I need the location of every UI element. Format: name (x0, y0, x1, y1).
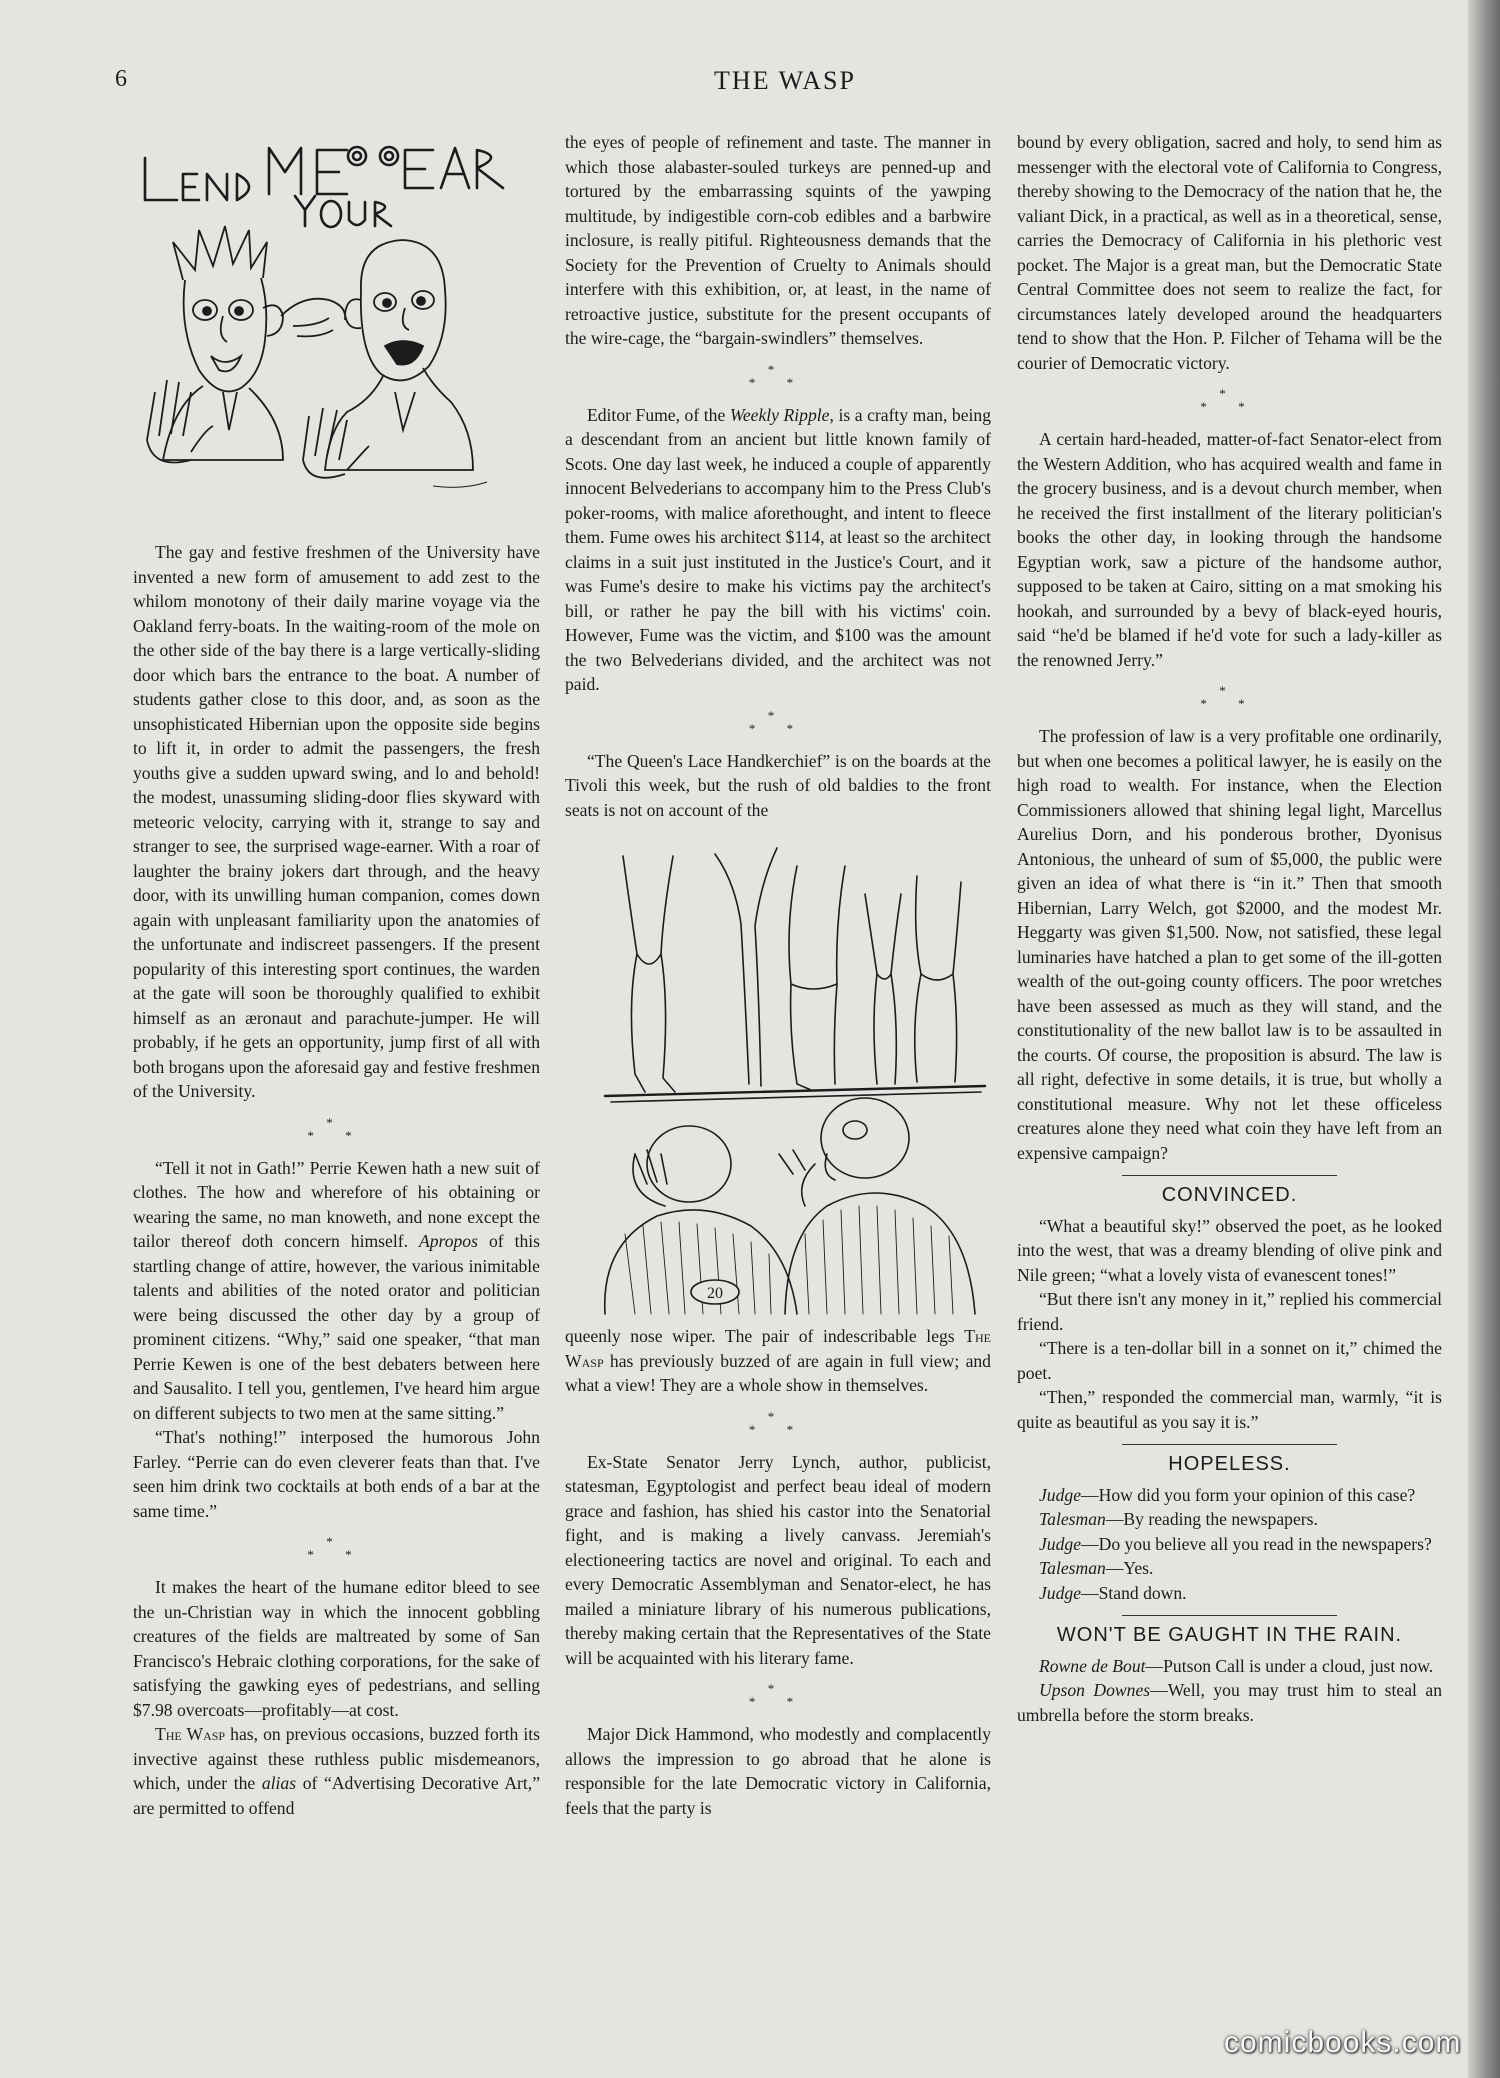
dialogue-line: Judge—How did you form your opinion of this case? (1039, 1484, 1416, 1505)
paragraph-perrie-kewen: “Tell it not in Gath!” Perrie Kewen hath a new suit of clothes. The how and wherefore of his obtaining or wearing the same, no man knoweth, and none except the tailor thereof doth concern himself. Apropos of this startling change of attire, however, the various inimitable talents and abilities of the noted orator and politician were being discussed the other day by a group of prominent citizens. “Why,” said one speaker, “that man Perrie Kewen is one of the best debaters between here and Sausalito. I tell you, gentlemen, I've heard him argue on different subjects to two men at the same sitting.” (133, 1157, 540, 1423)
paragraph-ferry-boats: The gay and festive freshmen of the University have invented a new form of amusement to add zest to the whilom monotony of their daily marine voyage via the Oakland ferry-boats. In the waiting-room of the mole on the other side of the bay there is a large vertically-sliding door which bars the entrance to the boat. A number of students gather close to this door, and, as soon as the unsophisticated Hibernian upon the opposite side begins to lift it, in order to admit the passengers, the fresh youths give a sudden upward swing, and lo and behold! the modest, unassuming sliding-door flies skyward with meteoric velocity, carrying with it, strange to say and stranger to see, the surprised wage-earner. With a roar of laughter the brainy jokers dart through, and the heavy door, with its unwilling human companion, comes down again with unpleasant familiarity upon the anatomies of the unfortunate and indiscreet passengers. If the present popularity of this interesting sport continues, the warden at the gate will soon be thoroughly qualified to exhibit himself as an æronaut and parachute-jumper. He will probably, if he gets an opportunity, jump first of all with both brogans upon the aforesaid gay and festive freshmen of the University. (133, 542, 540, 1101)
hopeless-dialogue (1017, 1483, 1442, 1606)
section-divider: * * * (1200, 386, 1259, 414)
lend-me-your-ear-illustration (133, 130, 540, 530)
column-3 (1017, 130, 1442, 1727)
watermark: comicbooks.com (1224, 2026, 1462, 2059)
convinced-line: “But there isn't any money in it,” replied his commercial friend. (1017, 1289, 1442, 1334)
theater-legs-illustration (565, 834, 991, 1316)
paragraph-editor-fume: Editor Fume, of the Weekly Ripple, is a crafty man, being a descendant from an ancient but little known family of Scots. One day last week, he induced a couple of apparently innocent Belvederians to accompany him to the Press Club's poker-rooms, with malice aforethought, and intent to fleece them. Fume owes his architect $114, at least so the architect claims in a suit just instituted in the Justice's Court, and it was Fume's desire to make his victims pay the architect's bill, or rather he pay the bill with his victims' coin. However, Fume was the victim, and $100 was the amount the two Belvederians divided, and the architect was not paid. (565, 404, 991, 694)
paragraph-queens-lace: “The Queen's Lace Handkerchief” is on the boards at the Tivoli this week, but the rush of old baldies to the front seats is not on account of the (565, 750, 991, 820)
paragraph-profession-of-law: The profession of law is a very profitable one ordinarily, but when one becomes a political lawyer, he is easily on the high road to wealth. For instance, when the Election Commissioners allowed that shining legal light, Marcellus Aurelius Dorn, and his ponderous brother, Dyonisus Antonious, the unheard of sum of $5,000, the public were given an idea of what there is “in it.” Then that smooth Hibernian, Larry Welch, got $2000, and the modest Mr. Heggarty was given $1,500. Now, not satisfied, these legal luminaries have hatched a plan to get some of the ill-gotten wealth of the out-going county officers. The poor wretches have been assessed as much as they will stand, and the constitutionality of the new ballot law is to be assaulted in the courts. Of course, the proposition is absurd. The law is all right, defective in some details, it is true, but wholly a constitutional measure. Why not let these officeless creatures alone they need what coin they have left from an expensive campaign? (1017, 726, 1442, 1163)
convinced-heading: CONVINCED. (1017, 1175, 1442, 1208)
paragraph-turkeys: It makes the heart of the humane editor bleed to see the un-Christian way in which the innocent gobbling creatures of the fields are maltreated by some of San Francisco's Hebraic clothing corporations, for the sake of satisfying the gawking eyes of pedestrians, and selling $7.98 overcoats—profitably—at cost. (133, 1577, 540, 1720)
dialogue-line: Upson Downes—Well, you may trust him to steal an umbrella before the storm breaks. (1017, 1680, 1442, 1725)
section-divider: * * * (307, 1534, 366, 1562)
dialogue-line: Talesman—Yes. (1039, 1558, 1154, 1578)
seat-number-label: 20 (707, 1285, 723, 1302)
page-number: 6 (115, 66, 127, 92)
convinced-line: “There is a ten-dollar bill in a sonnet on it,” chimed the poet. (1017, 1338, 1442, 1383)
section-divider: * * * (307, 1114, 366, 1143)
rain-dialogue (1017, 1654, 1442, 1728)
paragraph-senator-elect: A certain hard-headed, matter-of-fact Senator-elect from the Western Addition, who has acquired wealth and fame in the grocery business, and is a devout church member, when he received the first installment of the literary politician's books the other day, in looking through the handsome Egyptian work, saw a picture of the handsome author, supposed to be taken at Cairo, sitting on a mat smoking his hookah, and surrounded by a bevy of black-eyed houris, said “he'd be blamed if he'd vote for such a lady-killer as the renowned Jerry.” (1017, 429, 1442, 670)
running-head: THE WASP (714, 66, 856, 95)
paragraph-dick-hammond: Major Dick Hammond, who modestly and complacently allows the impression to go abroad that he alone is responsible for the late Democratic victory in California, feels that the party is (565, 1724, 991, 1818)
section-divider: * * * (748, 361, 808, 390)
dialogue-line: Judge—Stand down. (1039, 1582, 1187, 1603)
section-divider: * * * (748, 707, 808, 736)
section-divider: * * * (748, 1408, 808, 1437)
dialogue-line: Rowne de Bout—Putson Call is under a cloud, just now. (1039, 1655, 1434, 1676)
paragraph-john-farley: “That's nothing!” interposed the humorous John Farley. “Perrie can do even cleverer feats than that. I've seen him drink two cocktails at both ends of a bar at the same time.” (133, 1427, 540, 1521)
paragraph-hammond-continued: bound by every obligation, sacred and holy, to send him as messenger with the electoral vote of California to Congress, thereby showing to the Democracy of the nation that he, the valiant Dick, in a practical, as well as in a theoretical, sense, carries the Democracy of California in his plethoric vest pocket. The Major is a great man, but the Democratic State Central Committee does not seem to realize the fact, for circumstances lately developed around the headquarters tend to show that the Hon. P. Filcher of Tehama will be the courier of Democratic victory. (1017, 132, 1442, 373)
rain-heading: WON'T BE GAUGHT IN THE RAIN. (1017, 1615, 1442, 1648)
page-binding-edge (1468, 0, 1500, 2078)
dialogue-line: Judge—Do you believe all you read in the newspapers? (1039, 1533, 1432, 1554)
convinced-line: “Then,” responded the commercial man, warmly, “it is quite as beautiful as you say it is.” (1017, 1387, 1442, 1432)
dialogue-line: Talesman—By reading the newspapers. (1039, 1509, 1318, 1529)
section-divider: * * * (1200, 683, 1259, 711)
paragraph-turkeys-continued: the eyes of people of refinement and taste. The manner in which those alabaster-souled turkeys are penned-up and tortured by the embarrassing squints of the yawping multitude, by indigestible corn-cob edibles and a barbwire inclosure, is really pitiful. Righteousness demands that the Society for the Prevention of Cruelty to Animals should interfere with this exhibition, or, at least, in the name of retroactive justice, substitute for the present occupants of the wire-cage, the “bargain-swindlers” themselves. (565, 132, 991, 348)
section-divider: * * * (748, 1681, 808, 1709)
paragraph-jerry-lynch: Ex-State Senator Jerry Lynch, author, publicist, statesman, Egyptologist and perfect beau ideal of modern grace and fashion, has shied his castor into the Senatorial fight, and is making a lively canvass. Jeremiah's electioneering tactics are novel and original. To each and every Democratic Assemblyman and Senator-elect, he has mailed a miniature library of his numerous publications, thereby making certain that the Representatives of the State will be acquainted with his literary fame. (565, 1451, 991, 1668)
column-2 (565, 130, 991, 1820)
paragraph-wasp-invective: The Wasp has, on previous occasions, buzzed forth its invective against these ruthless public misdemeanors, which, under the alias of “Advertising Decorative Art,” are permitted to offend (133, 1724, 541, 1818)
column-1 (133, 130, 540, 1820)
hopeless-heading: HOPELESS. (1017, 1444, 1442, 1477)
convinced-line: “What a beautiful sky!” observed the poet, as he looked into the west, that was a dreamy blending of olive pink and Nile green; “what a lovely vista of evanescent tones!” (1017, 1215, 1442, 1285)
paragraph-nose-wiper: queenly nose wiper. The pair of indescribable legs The Wasp has previously buzzed of are again in full view; and what a view! They are a whole show in themselves. (565, 1326, 991, 1395)
